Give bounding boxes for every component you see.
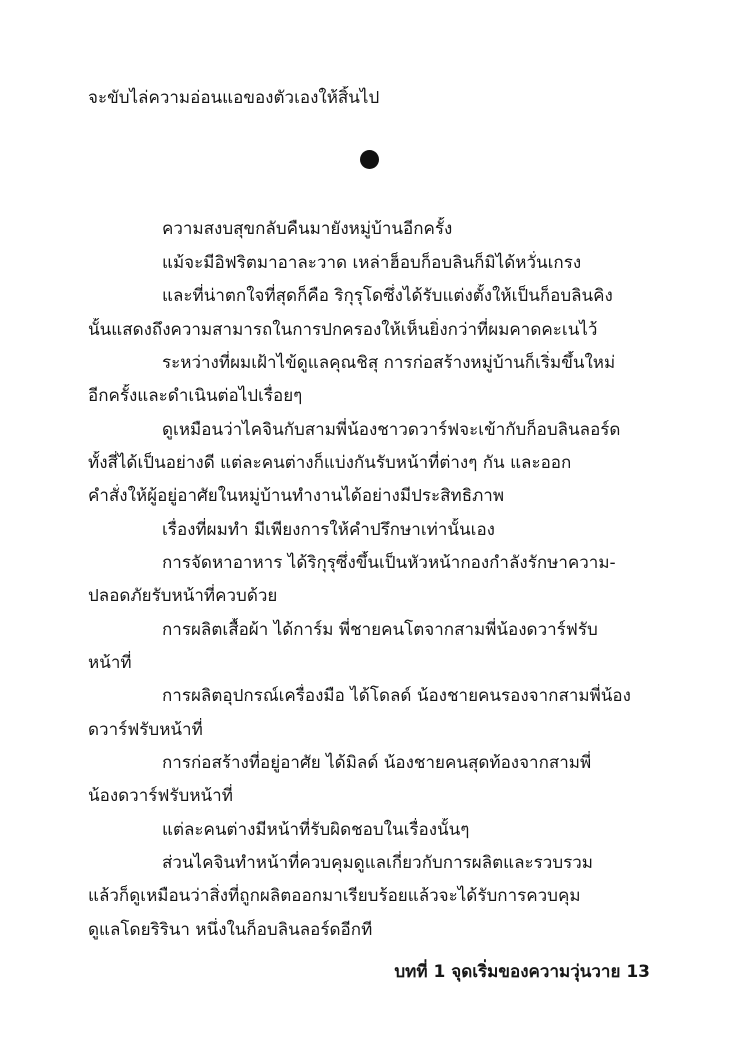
text-line: ปลอดภัยรับหน้าที่ควบด้วย: [88, 586, 278, 606]
text-line: และที่น่าตกใจที่สุดก็คือ ริกุรุโดซึ่งได้รับแต่งตั้งให้เป็นก็อบลินคิง: [162, 286, 613, 306]
text-line: ดูแลโดยริรินา หนึ่งในก็อบลินลอร์ดอีกที: [88, 920, 373, 940]
text-line: ดวาร์ฟรับหน้าที่: [88, 720, 203, 740]
text-line: การผลิตอุปกรณ์เครื่องมือ ได้โดลด์ น้องชายคนรองจากสามพี่น้อง: [162, 686, 631, 706]
text-line: อีกครั้งและดำเนินต่อไปเรื่อยๆ: [88, 386, 303, 406]
text-line: การก่อสร้างที่อยู่อาศัย ได้มิลด์ น้องชายคนสุดท้องจากสามพี่: [162, 753, 592, 773]
text-line: ดูเหมือนว่าไคจินกับสามพี่น้องชาวดวาร์ฟจะเข้ากับก็อบลินลอร์ด: [162, 420, 621, 440]
text-line: การผลิตเสื้อผ้า ได้การ์ม พี่ชายคนโตจากสามพี่น้องดวาร์ฟรับ: [162, 620, 598, 640]
text-line: จะขับไล่ความอ่อนแอของตัวเองให้สิ้นไป: [88, 88, 380, 108]
text-line: แต่ละคนต่างมีหน้าที่รับผิดชอบในเรื่องนั้นๆ: [162, 820, 470, 840]
text-line: การจัดหาอาหาร ได้ริกุรุซึ่งขึ้นเป็นหัวหน้ากองกำลังรักษาความ-: [162, 553, 616, 573]
text-line: ทั้งสี่ได้เป็นอย่างดี แต่ละคนต่างก็แบ่งกันรับหน้าที่ต่างๆ กัน และออก: [88, 453, 572, 473]
text-line: แล้วก็ดูเหมือนว่าสิ่งที่ถูกผลิตออกมาเรียบร้อยแล้วจะได้รับการควบคุม: [88, 886, 581, 906]
text-line: เรื่องที่ผมทำ มีเพียงการให้คำปรึกษาเท่านั้นเอง: [162, 520, 495, 540]
text-line: ความสงบสุขกลับคืนมายังหมู่บ้านอีกครั้ง: [162, 219, 453, 239]
text-line: หน้าที่: [88, 653, 132, 673]
text-line: แม้จะมีอิฟริตมาอาละวาด เหล่าฮ็อบก็อบลินก็มิได้หวั่นเกรง: [162, 253, 582, 273]
text-line: ส่วนไคจินทำหน้าที่ควบคุมดูแลเกี่ยวกับการผลิตและรวบรวม: [162, 853, 594, 873]
text-line: คำสั่งให้ผู้อยู่อาศัยในหมู่บ้านทำงานได้อย่างมีประสิทธิภาพ: [88, 486, 505, 506]
page-footer: บทที่ 1 จุดเริ่มของความวุ่นวาย 13: [394, 962, 650, 982]
text-line: นั้นแสดงถึงความสามารถในการปกครองให้เห็นยิ่งกว่าที่ผมคาดคะเนไว้: [88, 320, 598, 340]
text-line: ระหว่างที่ผมเฝ้าไข้ดูแลคุณชิสุ การก่อสร้างหมู่บ้านก็เริ่มขึ้นใหม่: [162, 353, 616, 373]
section-break-dot: [360, 150, 379, 169]
text-line: น้องดวาร์ฟรับหน้าที่: [88, 786, 233, 806]
